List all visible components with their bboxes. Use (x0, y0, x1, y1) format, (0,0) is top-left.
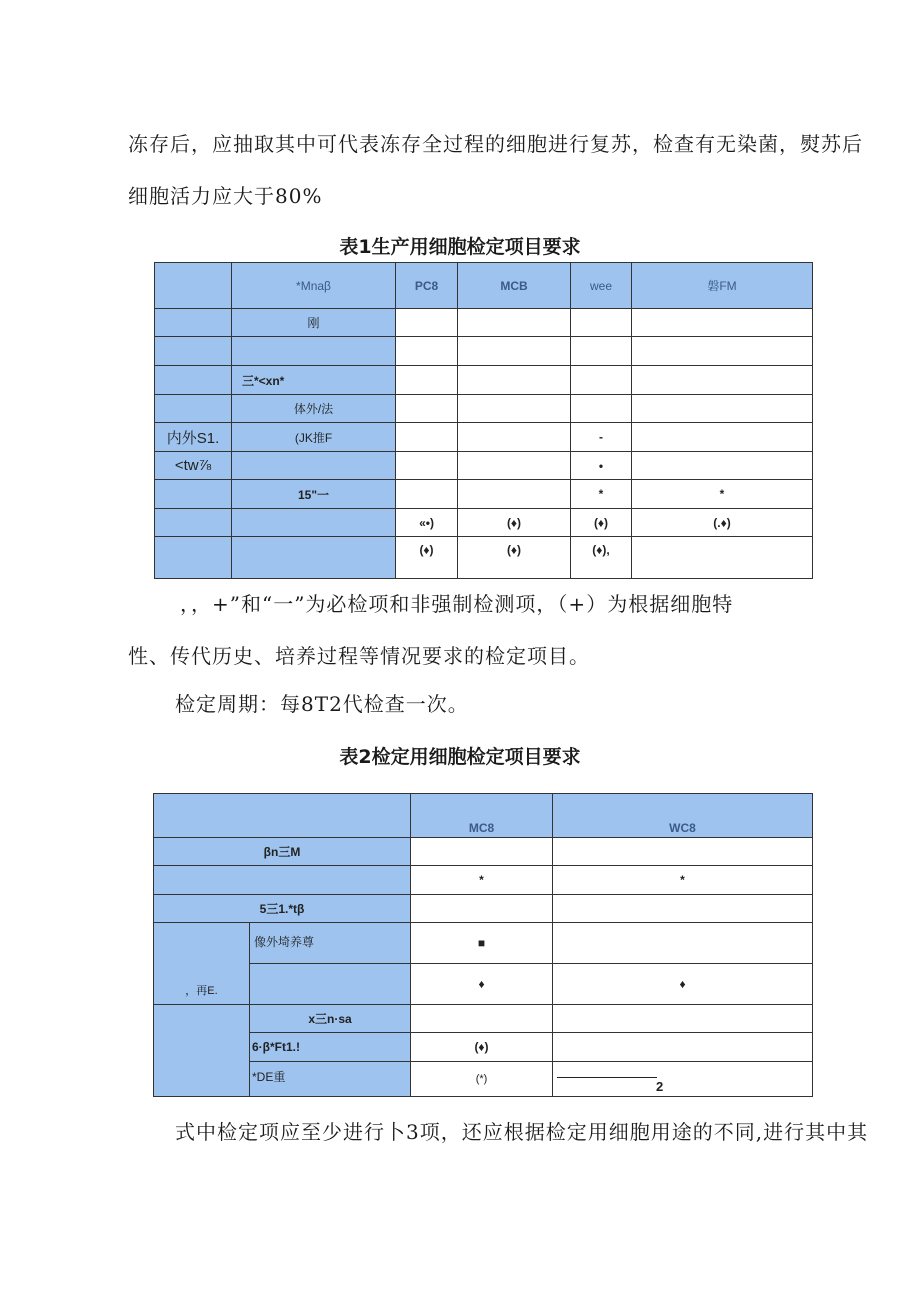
table-cell (571, 395, 632, 423)
table-cell: 体外/法 (232, 395, 396, 423)
table-cell (411, 838, 553, 866)
table-cell (396, 480, 458, 509)
table-cell (396, 395, 458, 423)
table-cell: 刚 (232, 309, 396, 337)
table-1 (154, 262, 813, 579)
table-cell (571, 337, 632, 366)
table-cell: 三*<xn* (232, 366, 396, 395)
table-cell: * (553, 866, 813, 895)
paragraph-1-line-2: 细胞活力应大于80% (128, 184, 323, 208)
table-cell (458, 423, 571, 452)
table-cell: * (632, 480, 813, 509)
table-cell (458, 395, 571, 423)
table-cell (571, 309, 632, 337)
table-cell (250, 964, 411, 1005)
table-cell (396, 337, 458, 366)
table-cell: «•) (396, 509, 458, 537)
table-cell (458, 337, 571, 366)
table-1-caption: 表1生产用细胞检定项目要求 (339, 236, 581, 258)
table-cell (632, 337, 813, 366)
table-cell: ，再E. (154, 923, 250, 1005)
table-cell (458, 366, 571, 395)
table-1-header-cell: *Mnaβ (232, 263, 396, 309)
table-cell (632, 452, 813, 480)
table-2-header-row (154, 794, 813, 838)
table-cell: (JK推F (232, 423, 396, 452)
table-cell: ♦ (553, 964, 813, 1005)
table-cell: 15"一 (232, 480, 396, 509)
table-cell (154, 1005, 250, 1097)
table-cell: 内外S1. (155, 423, 232, 452)
table-cell (232, 452, 396, 480)
table-cell (553, 1033, 813, 1062)
paragraph-1-line-1: 冻存后，应抽取其中可代表冻存全过程的细胞进行复苏，检查有无染菌，熨苏后 (128, 132, 863, 156)
table-row (154, 1005, 813, 1033)
table-cell (458, 480, 571, 509)
table-cell: *DE重 (250, 1062, 411, 1097)
table-cell (396, 423, 458, 452)
table-cell (155, 509, 232, 537)
table-cell (553, 838, 813, 866)
table-cell (553, 923, 813, 964)
table-1-header-cell (155, 263, 232, 309)
table-cell (155, 480, 232, 509)
table-row (154, 964, 813, 1005)
table-cell: 像外埼养尊 (250, 923, 411, 964)
table-1-header-cell: PC8 (396, 263, 458, 309)
table-cell (632, 537, 813, 579)
table-cell (154, 866, 411, 895)
table-cell (458, 309, 571, 337)
table-row (154, 923, 813, 964)
table-cell: <tw⅞ (155, 452, 232, 480)
table-row (155, 537, 813, 579)
table-1-header-row (155, 263, 813, 309)
table-cell (232, 537, 396, 579)
table-cell (396, 452, 458, 480)
table-cell (553, 1062, 813, 1097)
table-cell: ♦ (411, 964, 553, 1005)
table-cell: x三n·sa (250, 1005, 411, 1033)
table-cell (571, 366, 632, 395)
table-row (154, 866, 813, 895)
table-cell: βn三M (154, 838, 411, 866)
table-cell: (♦) (571, 509, 632, 537)
note-line-2: 性、传代历史、培养过程等情况要求的检定项目。 (128, 644, 590, 668)
table-cell: 5三1.*tβ (154, 895, 411, 923)
table-cell (155, 537, 232, 579)
table-row (154, 1033, 813, 1062)
period-text: 检定周期：每8T2代检查一次。 (175, 692, 469, 716)
table-cell: (♦) (458, 537, 571, 579)
table-cell (632, 395, 813, 423)
table-1-header-cell: MCB (458, 263, 571, 309)
table-cell: 6·β*Ft1.! (250, 1033, 411, 1062)
table-cell (232, 337, 396, 366)
table-row (155, 509, 813, 537)
table-row (155, 366, 813, 395)
table-2 (153, 793, 813, 1097)
table-cell (396, 309, 458, 337)
table-cell (155, 309, 232, 337)
paragraph-last: 式中检定项应至少进行卜3项，还应根据检定用细胞用途的不同,进行其中其 (175, 1120, 869, 1144)
table-cell (632, 366, 813, 395)
note-line-1: ，，+”和“一”为必检项和非强制检测项，（+）为根据细胞特 (180, 592, 734, 616)
signature-line (557, 1077, 657, 1078)
table-cell: (.♦) (632, 509, 813, 537)
table-cell (411, 895, 553, 923)
table-cell-value: 2 (656, 1079, 664, 1094)
table-row (155, 452, 813, 480)
table-row (154, 838, 813, 866)
table-cell (155, 366, 232, 395)
table-row (155, 337, 813, 366)
table-row (154, 895, 813, 923)
table-cell (553, 895, 813, 923)
table-cell: (♦) (396, 537, 458, 579)
table-cell: • (571, 452, 632, 480)
table-row (155, 480, 813, 509)
table-cell (396, 366, 458, 395)
table-cell (632, 309, 813, 337)
table-1-header-cell: wee (571, 263, 632, 309)
table-2-caption: 表2检定用细胞检定项目要求 (339, 746, 581, 768)
table-cell (411, 1005, 553, 1033)
table-cell: (♦), (571, 537, 632, 579)
table-cell: - (571, 423, 632, 452)
table-1-header-cell: 磐FM (632, 263, 813, 309)
table-cell: (♦) (458, 509, 571, 537)
table-cell: ■ (411, 923, 553, 964)
table-cell (458, 452, 571, 480)
table-cell: * (411, 866, 553, 895)
table-cell: * (571, 480, 632, 509)
table-cell (632, 423, 813, 452)
table-row (154, 1062, 813, 1097)
table-cell (553, 1005, 813, 1033)
table-cell (155, 395, 232, 423)
table-2-header-cell: MC8 (411, 794, 553, 838)
table-2-header-cell (154, 794, 411, 838)
table-cell (155, 337, 232, 366)
table-row (155, 309, 813, 337)
table-cell: (♦) (411, 1033, 553, 1062)
table-2-header-cell: WC8 (553, 794, 813, 838)
table-cell (232, 509, 396, 537)
table-row (155, 423, 813, 452)
table-cell: (*) (411, 1062, 553, 1097)
table-row (155, 395, 813, 423)
